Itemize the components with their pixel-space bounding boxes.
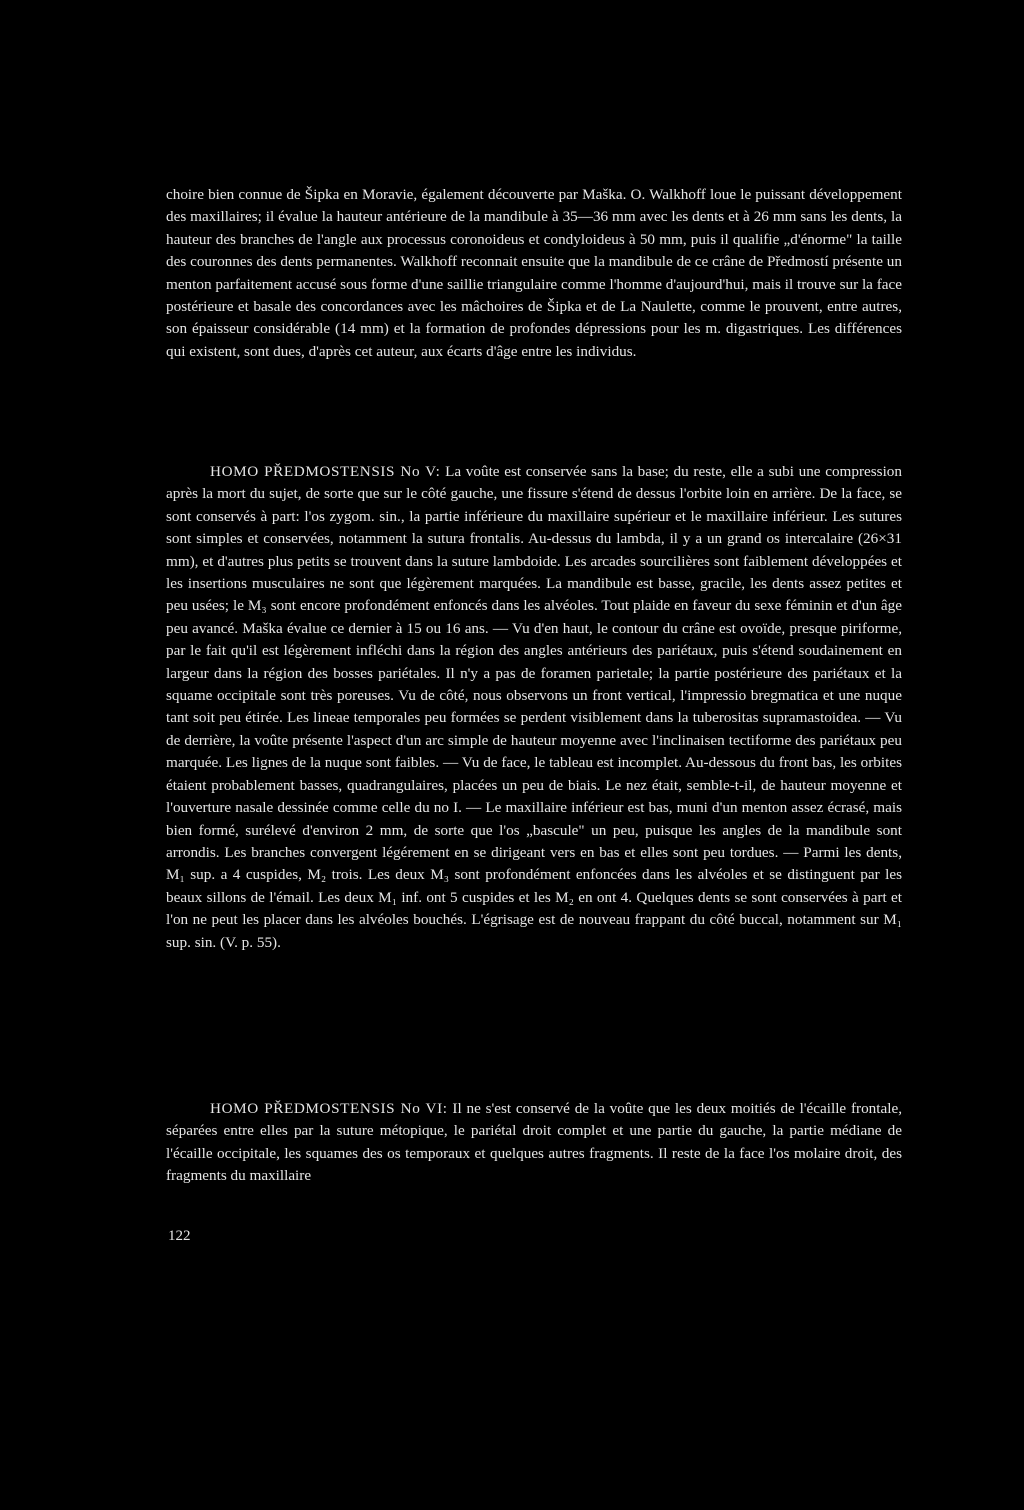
paragraph-1: choire bien connue de Šipka en Moravie, également découverte par Maška. O. Walkhoff loue le puissant développement des maxillaires; il évalue la hauteur antérieure de la mandibule à 35—36 mm avec les dents et à 26 mm sans les dents, la hauteur des branches de l'angle aux processus coronoideus et condyloideus à 50 mm, puis il qualifie „d'énorme" la taille des couronnes des dents permanentes. Walkhoff reconnait ensuite que la mandibule de ce crâne de Předmostí présente un menton parfaitement accusé sous forme d'une saillie triangulaire comme l'homme d'aujourd'hui, mais il trouve sur la face postérieure et basale des concordances avec les mâchoires de Šipka et de La Naulette, comme le prouvent, entre autres, son épaisseur considérable (14 mm) et la formation de profondes dépressions pour les m. digastriques. Les différences qui existent, sont dues, d'après cet auteur, aux écarts d'âge entre les individus. [166,186,902,360]
paragraph-homo-v [166,461,902,954]
paragraph-homo-v-body: La voûte est conservée sans la base; du reste, elle a subi une compression après la mort du sujet, de sorte que sur le côté gauche, une fissure s'étend de dessus l'orbite loin en arrière. De la face, se sont conservés à part: l'os zygom. sin., la partie inférieure du maxillaire supérieur et le maxillaire inférieur. Les sutures sont simples et conservées, notamment la sutura frontalis. Au-dessus du lambda, il y a un grand os intercalaire (26×31 mm), et d'autres plus petits se trouvent dans la suture lambdoide. Les arcades sourcilières sont faiblement développées et les insertions musculaires ne sont que légèrement marquées. La mandibule est basse, gracile, les dents assez petites et peu usées; le M₃ sont encore profondément enfoncés dans les alvéoles. Tout plaide en faveur du sexe féminin et d'un âge peu avancé. Maška évalue ce dernier à 15 ou 16 ans. — Vu d'en haut, le contour du crâne est ovoïde, presque piriforme, par le fait qu'il est légèrement infléchi dans la région des angles antérieurs des pariétaux, puis s'étend soudainement en largeur dans la région des bosses pariétales. Il n'y a pas de foramen parietale; la partie postérieure des pariétaux et la squame occipitale sont très poreuses. Vu de côté, nous observons un front vertical, l'impressio bregmatica et une nuque tant soit peu étirée. Les lineae temporales peu formées se perdent visiblement dans la tuberositas supramastoidea. — Vu de derrière, la voûte présente l'aspect d'un arc simple de hauteur moyenne avec l'inclinaisen tectiforme des pariétaux peu marquée. Les lignes de la nuque sont faibles. — Vu de face, le tableau est incomplet. Au-dessous du front bas, les orbites étaient probablement basses, quadrangulaires, placées un peu de biais. Le nez était, semble-t-il, de hauteur moyenne et l'ouverture nasale dessinée comme celle du no I. — Le maxillaire inférieur est bas, muni d'un menton assez écrasé, mais bien formé, surélevé d'environ 2 mm, de sorte que l'os „bascule" un peu, puisque les angles de la mandibule sont arrondis. Les branches convergent légérement en se dirigeant vers en bas et elles sont peu tordues. — Parmi les dents, M₁ sup. a 4 cuspides, M₂ trois. Les deux M₃ sont profondément enfoncées dans les alvéoles et se distinguent par les beaux sillons de l'émail. Les deux M₁ inf. ont 5 cuspides et les M₂ en ont 4. Quelques dents se sont conservées à part et l'on ne peut les placer dans les alvéoles bouchés. L'égrisage est de nouveau frappant du côté buccal, notamment sur M₁ sup. sin. (V. p. 55). [166,463,902,951]
paragraph-homo-vi-heading: HOMO PŘEDMOSTENSIS No VI: [210,1100,448,1117]
text-block-1 [166,184,902,363]
text-block-2 [166,461,902,954]
paragraph-homo-v-heading: HOMO PŘEDMOSTENSIS No V: [210,463,441,480]
page-number: 122 [168,1228,191,1244]
text-block-3 [166,1098,902,1188]
paragraph-homo-vi [166,1098,902,1188]
paragraph-homo-vi-body: Il ne s'est conservé de la voûte que les deux moitiés de l'écaille frontale, séparées entre elles par la suture métopique, le pariétal droit complet et une partie du gauche, la partie médiane de l'écaille occipitale, les squames des os temporaux et quelques autres fragments. Il reste de la face l'os molaire droit, des fragments du maxillaire [166,1100,902,1185]
